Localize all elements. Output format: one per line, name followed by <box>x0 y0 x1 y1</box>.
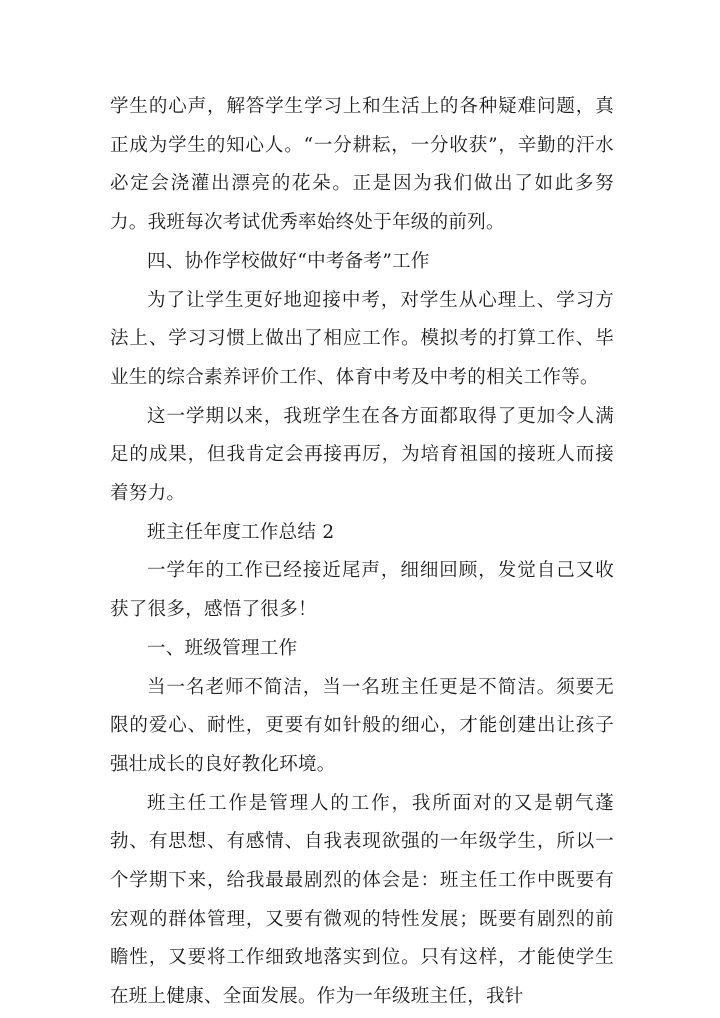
paragraph: 为了让学生更好地迎接中考，对学生从心理上、学习方法上、学习习惯上做出了相应工作。模拟考的打算工作、毕业生的综合素养评价工作、体育中考及中考的相关工作等。 <box>110 289 614 388</box>
paragraph: 这一学期以来，我班学生在各方面都取得了更加令人满足的成果，但我肯定会再接再厉，为培育祖国的接班人而接着努力。 <box>110 405 614 505</box>
paragraph: 班主任工作是管理人的工作，我所面对的又是朝气蓬勃、有思想、有感情、自我表现欲强的一年级学生，所以一个学期下来，给我最最剧烈的体会是：班主任工作中既要有宏观的群体管理，又要有微观的特性发展；既要有剧烈的前瞻性，又要将工作细致地落实到位。只有这样，才能使学生在班上健康、全面发展。作为一年级班主任，我针 <box>110 792 614 1008</box>
paragraph: 当一名老师不简洁，当一名班主任更是不简洁。须要无限的爱心、耐性，更要有如针般的细心，才能创建出让孩子强壮成长的良好教化环境。 <box>110 676 614 775</box>
section-heading-1: 一、班级管理工作 <box>147 637 298 659</box>
paragraph: 一学年的工作已经接近尾声，细细回顾，发觉自己又收获了很多，感悟了很多！ <box>110 560 614 621</box>
paragraph-continuation: 学生的心声，解答学生学习上和生活上的各种疑难问题，真正成为学生的知心人。“一分耕耘，一分收获”，辛勤的汗水必定会浇灌出漂亮的花朵。正是因为我们做出了如此多努力。我班每次考试优秀率始终处于年级的前列。 <box>110 96 614 234</box>
section-heading-4: 四、协作学校做好“中考备考”工作 <box>147 250 430 272</box>
document-title: 班主任年度工作总结 2 <box>147 521 335 543</box>
document-body <box>110 88 614 1017</box>
